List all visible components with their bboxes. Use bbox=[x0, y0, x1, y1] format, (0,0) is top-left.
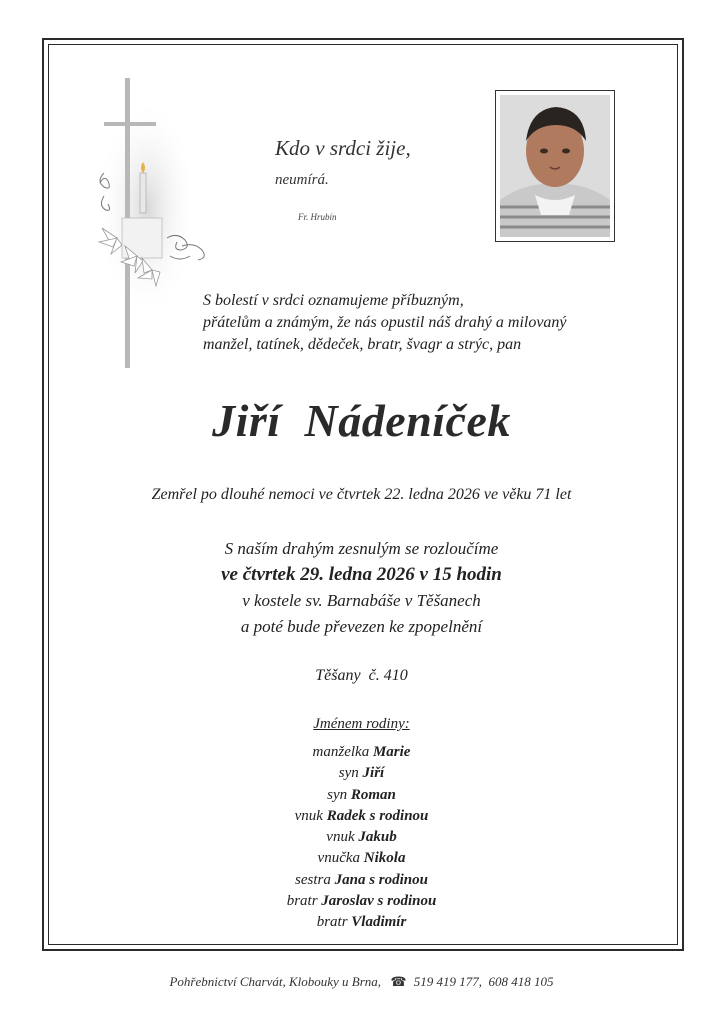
family-member bbox=[0, 742, 723, 763]
member-relation: vnuk bbox=[294, 807, 323, 824]
family-member bbox=[0, 806, 723, 827]
member-name: Jakub bbox=[358, 829, 397, 846]
member-name: Nikola bbox=[363, 850, 406, 867]
family-member bbox=[0, 912, 723, 933]
motto-line-1: Kdo v srdci žije, bbox=[275, 136, 411, 160]
ceremony-line: a poté bude převezen ke zpopelnění bbox=[240, 617, 483, 636]
ceremony-line: v kostele sv. Barnabáše v Těšanech bbox=[242, 591, 481, 610]
intro-line: S bolestí v srdci oznamujeme příbuzným, bbox=[203, 292, 464, 309]
member-relation: vnuk bbox=[326, 829, 355, 846]
telephone-icon: ☎ bbox=[390, 974, 407, 989]
ceremony-datetime: ve čtvrtek 29. ledna 2026 v 15 hodin bbox=[221, 564, 502, 585]
family-member bbox=[0, 763, 723, 784]
ceremony-info bbox=[0, 536, 723, 640]
intro-line: přátelům a známým, že nás opustil náš drahý a milovaný bbox=[203, 314, 567, 331]
member-name: Vladimír bbox=[351, 914, 407, 931]
address: Těšany č. 410 bbox=[315, 667, 408, 684]
member-name: Jaroslav s rodinou bbox=[321, 893, 437, 910]
deceased-name: Jiří Nádeníček bbox=[212, 395, 511, 446]
family-member bbox=[0, 848, 723, 869]
family-member bbox=[0, 827, 723, 848]
funeral-service-footer bbox=[0, 974, 723, 990]
family-member bbox=[0, 870, 723, 891]
funeral-company-name: Pohřebnictví Charvát, Klobouky u Brna, bbox=[169, 974, 382, 989]
member-name: Jana s rodinou bbox=[334, 871, 428, 888]
member-relation: bratr bbox=[316, 914, 348, 931]
member-name: Radek s rodinou bbox=[326, 807, 429, 824]
member-relation: manželka bbox=[312, 744, 370, 760]
member-relation: vnučka bbox=[317, 850, 361, 867]
member-relation: syn bbox=[327, 786, 348, 803]
member-relation: sestra bbox=[295, 871, 331, 888]
member-name: Jiří bbox=[362, 765, 385, 782]
family-member bbox=[0, 891, 723, 912]
member-relation: syn bbox=[338, 765, 359, 782]
member-name: Roman bbox=[350, 786, 396, 803]
announcement-intro bbox=[203, 290, 673, 356]
funeral-company-phones: 519 419 177, 608 418 105 bbox=[413, 974, 554, 989]
family-members-list bbox=[0, 742, 723, 934]
intro-line: manžel, tatínek, dědeček, bratr, švagr a strýc, pan bbox=[203, 336, 522, 353]
motto-line-2: neumírá. bbox=[275, 172, 329, 188]
family-member bbox=[0, 785, 723, 806]
member-name: Marie bbox=[372, 744, 411, 760]
motto-author: Fr. Hrubín bbox=[298, 212, 337, 222]
member-relation: bratr bbox=[286, 893, 318, 910]
portrait-image bbox=[500, 95, 610, 237]
ceremony-line: S naším drahým zesnulým se rozloučíme bbox=[224, 539, 499, 558]
deceased-portrait-photo bbox=[495, 90, 615, 242]
death-info: Zemřel po dlouhé nemoci ve čtvrtek 22. ledna 2026 ve věku 71 let bbox=[151, 486, 572, 503]
family-heading: Jménem rodiny: bbox=[313, 716, 410, 732]
